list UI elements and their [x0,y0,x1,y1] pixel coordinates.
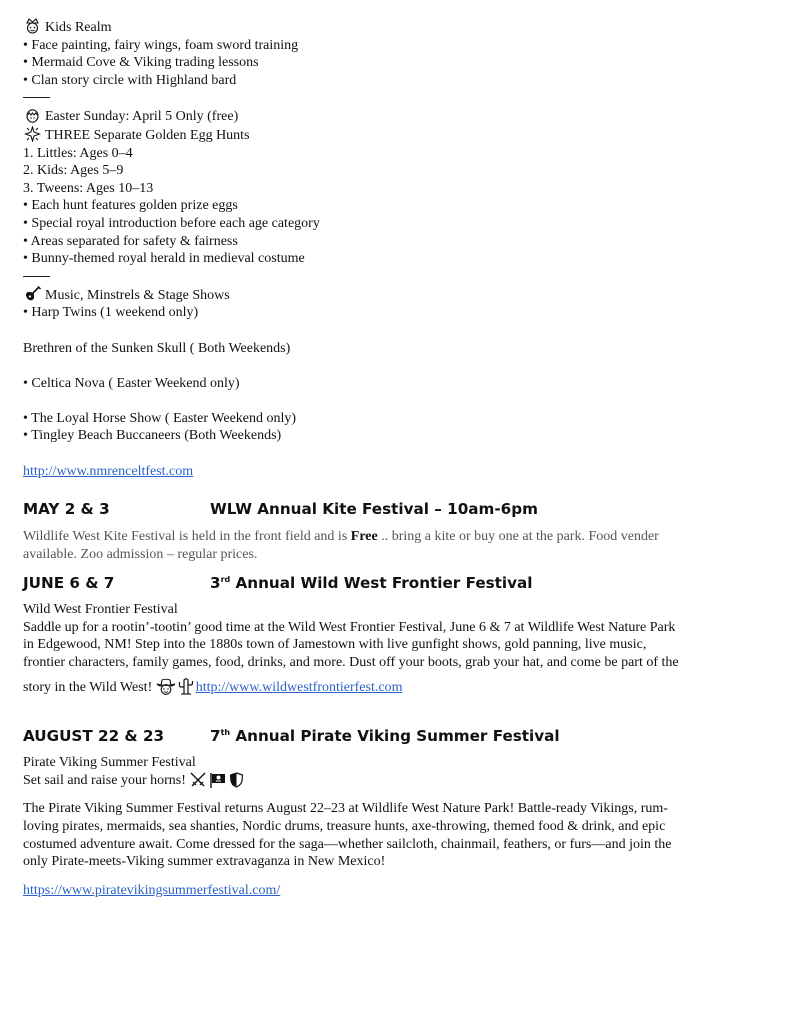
list-item: • Areas separated for safety & fairness [23,233,238,249]
egg-hunts-line: THREE Separate Golden Egg Hunts [23,126,771,145]
easter-sunday-line: Easter Sunday: April 5 Only (free) [23,107,771,126]
event-date: JUNE 6 & 7 [23,574,115,593]
music-heading: Music, Minstrels & Stage Shows [23,286,771,305]
list-item: • Each hunt features golden prize eggs [23,198,238,214]
age-group: 3. Tweens: Ages 10–13 [23,180,154,196]
guitar-icon [23,286,41,305]
cowboy-face-icon [156,677,176,695]
divider [23,97,50,98]
list-item: • Face painting, fairy wings, foam sword training [23,37,299,53]
event-title: 7th Annual Pirate Viking Summer Festival [210,727,560,746]
age-group: 2. Kids: Ages 5–9 [23,163,124,179]
frontier-festival-header [23,574,771,598]
list-item: • Special royal introduction before each age category [23,215,320,231]
crossed-swords-icon [189,772,207,788]
list-item: • Bunny-themed royal herald in medieval costume [23,251,305,267]
event-subtitle: Wild West Frontier Festival [23,602,178,618]
crowned-face-icon [23,18,41,37]
piratevikingsummerfestival-link[interactable]: https://www.piratevikingsummerfestival.com/ [23,882,281,898]
event-title: 3rd Annual Wild West Frontier Festival [210,574,533,593]
pirate-description: Pirate Viking Summer Festival Set sail and raise your horns! The Pirate Viking Summer Festival returns August 22–23 at Wildlife West Nature Park! Battle-ready Vikings, rum- loving pirates, mermaids, sea shanties, Nordic drums, treasure hunts, axe-throwing, themed food & drink, and epic costumed adventure await. Come dressed for the saga—whether sailcloth, chainmail, feathers, or furs—and join the only Pirate-meets-Viking summer extravaganza in New Mexico! https://www.piratevikingsummerfestival.com/ [23,754,771,899]
cactus-icon [178,677,194,695]
pirate-flag-icon [209,772,227,788]
kite-description: Wildlife West Kite Festival is held in the front field and is Free .. bring a kite or buy one at the park. Food vender available. Zoo admission – regular prices. [23,529,659,563]
renceltfest-link[interactable]: http://www.nmrenceltfest.com [23,463,194,479]
event-date: AUGUST 22 & 23 [23,727,165,746]
performer-item: Brethren of the Sunken Skull ( Both Weekends) [23,340,291,356]
performer-item: • The Loyal Horse Show ( Easter Weekend only) [23,410,297,426]
event-title: WLW Annual Kite Festival – 10am-6pm [210,500,538,519]
list-item: • Clan story circle with Highland bard [23,72,237,88]
shield-icon [229,772,244,788]
event-subtitle: Pirate Viking Summer Festival [23,755,196,771]
divider [23,276,50,277]
frontier-description: Wild West Frontier Festival Saddle up for a rootin’-tootin’ good time at the Wild West Frontier Festival, June 6 & 7 at Wildlife West Nature Park in Edgewood, NM! Step into the 1880s town of Jamestown with live gunfight shows, gold panning, live music, frontier characters, family games, food, drinks, and more. Dust off your boots, grab your hat, and come be part of the story in the Wild West! http://www.wildwestfrontierfest.com [23,601,771,696]
event-date: MAY 2 & 3 [23,500,110,519]
performer-item: • Tingley Beach Buccaneers (Both Weekends) [23,428,282,444]
document-page [23,18,771,899]
wildwestfrontierfest-link[interactable]: http://www.wildwestfrontierfest.com [195,679,403,695]
age-group: 1. Littles: Ages 0–4 [23,145,133,161]
pirate-festival-header [23,727,771,751]
performer-item: • Celtica Nova ( Easter Weekend only) [23,375,240,391]
sparkle-icon [23,126,41,145]
kite-festival-header [23,500,771,524]
performer-item: • Harp Twins (1 weekend only) [23,305,199,321]
list-item: • Mermaid Cove & Viking trading lessons [23,55,259,71]
kids-realm-heading: Kids Realm [23,18,771,37]
hatching-egg-icon [23,107,41,126]
